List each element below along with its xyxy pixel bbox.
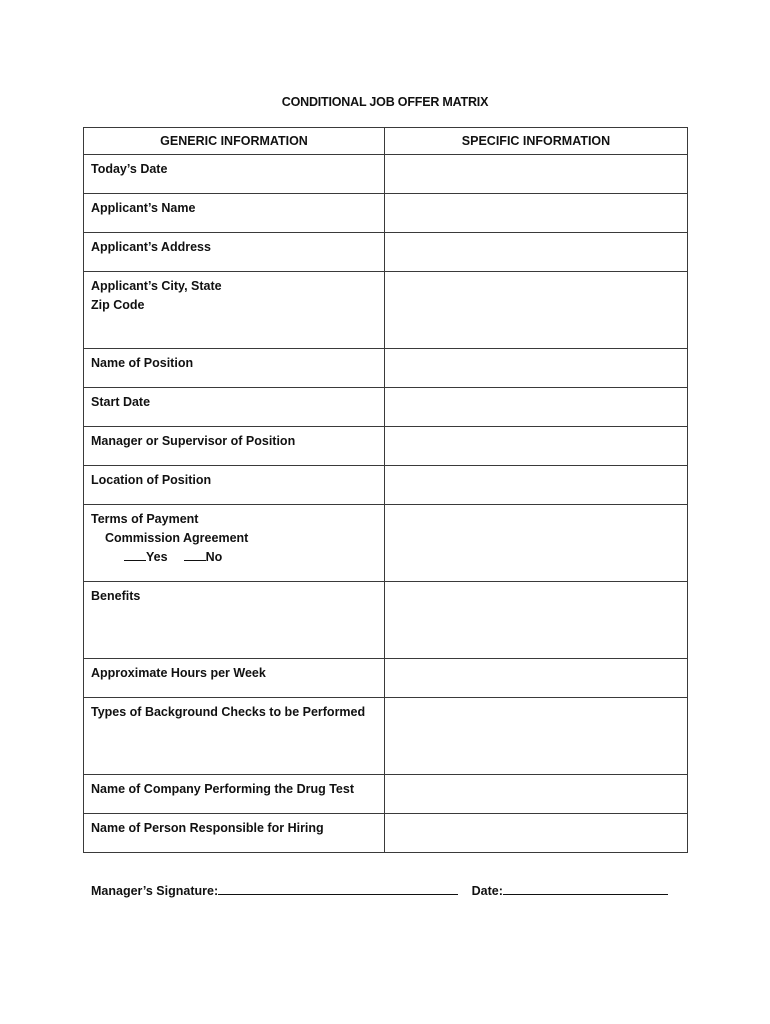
- table-header-row: [84, 128, 688, 155]
- table-row-applicant-name: [84, 194, 688, 233]
- table-row-person-responsible-for-hiring: [84, 814, 688, 853]
- table-row-start-date: [84, 388, 688, 427]
- field-label: Start Date: [91, 395, 151, 409]
- approximate-hours-input-cell[interactable]: [385, 659, 688, 698]
- table-row-benefits: [84, 582, 688, 659]
- commission-yes-no-options: [91, 548, 377, 567]
- generic-cell: [84, 659, 385, 698]
- generic-cell: [84, 698, 385, 775]
- table-row-applicant-address: [84, 233, 688, 272]
- table-row-manager-or-supervisor: [84, 427, 688, 466]
- generic-cell: [84, 155, 385, 194]
- name-of-position-input-cell[interactable]: [385, 349, 688, 388]
- person-responsible-for-hiring-input-cell[interactable]: [385, 814, 688, 853]
- field-label: Name of Person Responsible for Hiring: [91, 821, 324, 835]
- start-date-input-cell[interactable]: [385, 388, 688, 427]
- generic-cell: [84, 466, 385, 505]
- generic-information-header: GENERIC INFORMATION: [84, 128, 385, 155]
- field-label: Today’s Date: [91, 162, 168, 176]
- terms-of-payment-input-cell[interactable]: [385, 505, 688, 582]
- signature-date-field[interactable]: [503, 881, 668, 895]
- page-title: CONDITIONAL JOB OFFER MATRIX: [281, 95, 489, 109]
- field-label: Location of Position: [91, 473, 212, 487]
- signature-section: [91, 881, 668, 898]
- manager-signature-label: Manager’s Signature:: [91, 884, 219, 898]
- field-label: Applicant’s Name: [91, 201, 196, 215]
- location-of-position-input-cell[interactable]: [385, 466, 688, 505]
- field-label: Applicant’s City, State: [91, 279, 222, 293]
- applicant-city-state-zip-input-cell[interactable]: [385, 272, 688, 349]
- table-row-drug-test-company: [84, 775, 688, 814]
- generic-cell: [84, 505, 385, 582]
- drug-test-company-input-cell[interactable]: [385, 775, 688, 814]
- table-row-todays-date: [84, 155, 688, 194]
- manager-or-supervisor-input-cell[interactable]: [385, 427, 688, 466]
- field-label: Terms of Payment: [91, 512, 199, 526]
- manager-signature-field[interactable]: [218, 881, 458, 895]
- benefits-input-cell[interactable]: [385, 582, 688, 659]
- specific-information-header: SPECIFIC INFORMATION: [385, 128, 688, 155]
- field-label: Benefits: [91, 589, 141, 603]
- no-option-label: No: [205, 550, 223, 564]
- generic-cell: [84, 775, 385, 814]
- generic-cell: [84, 814, 385, 853]
- todays-date-input-cell[interactable]: [385, 155, 688, 194]
- table-row-name-of-position: [84, 349, 688, 388]
- table-row-background-checks: [84, 698, 688, 775]
- table-row-applicant-city-state-zip: [84, 272, 688, 349]
- field-label: Manager or Supervisor of Position: [91, 434, 296, 448]
- applicant-address-input-cell[interactable]: [385, 233, 688, 272]
- generic-cell: [84, 388, 385, 427]
- table-row-location-of-position: [84, 466, 688, 505]
- field-label: Types of Background Checks to be Performed: [91, 705, 366, 719]
- field-label: Name of Company Performing the Drug Test: [91, 782, 354, 796]
- table-row-terms-of-payment: [84, 505, 688, 582]
- field-label-line-2: Zip Code: [91, 298, 145, 312]
- field-label: Name of Position: [91, 356, 194, 370]
- yes-checkbox-blank[interactable]: [124, 548, 146, 561]
- generic-cell: [84, 272, 385, 349]
- table-row-approximate-hours: [84, 659, 688, 698]
- date-label: Date:: [471, 884, 503, 898]
- commission-agreement-label: Commission Agreement: [105, 531, 249, 545]
- yes-option-label: Yes: [146, 550, 168, 564]
- generic-cell: [84, 194, 385, 233]
- background-checks-input-cell[interactable]: [385, 698, 688, 775]
- generic-cell: [84, 582, 385, 659]
- field-label: Applicant’s Address: [91, 240, 211, 254]
- generic-cell: [84, 349, 385, 388]
- generic-cell: [84, 233, 385, 272]
- applicant-name-input-cell[interactable]: [385, 194, 688, 233]
- field-label: Approximate Hours per Week: [91, 666, 266, 680]
- generic-cell: [84, 427, 385, 466]
- no-checkbox-blank[interactable]: [184, 548, 206, 561]
- job-offer-matrix-table: [83, 127, 688, 853]
